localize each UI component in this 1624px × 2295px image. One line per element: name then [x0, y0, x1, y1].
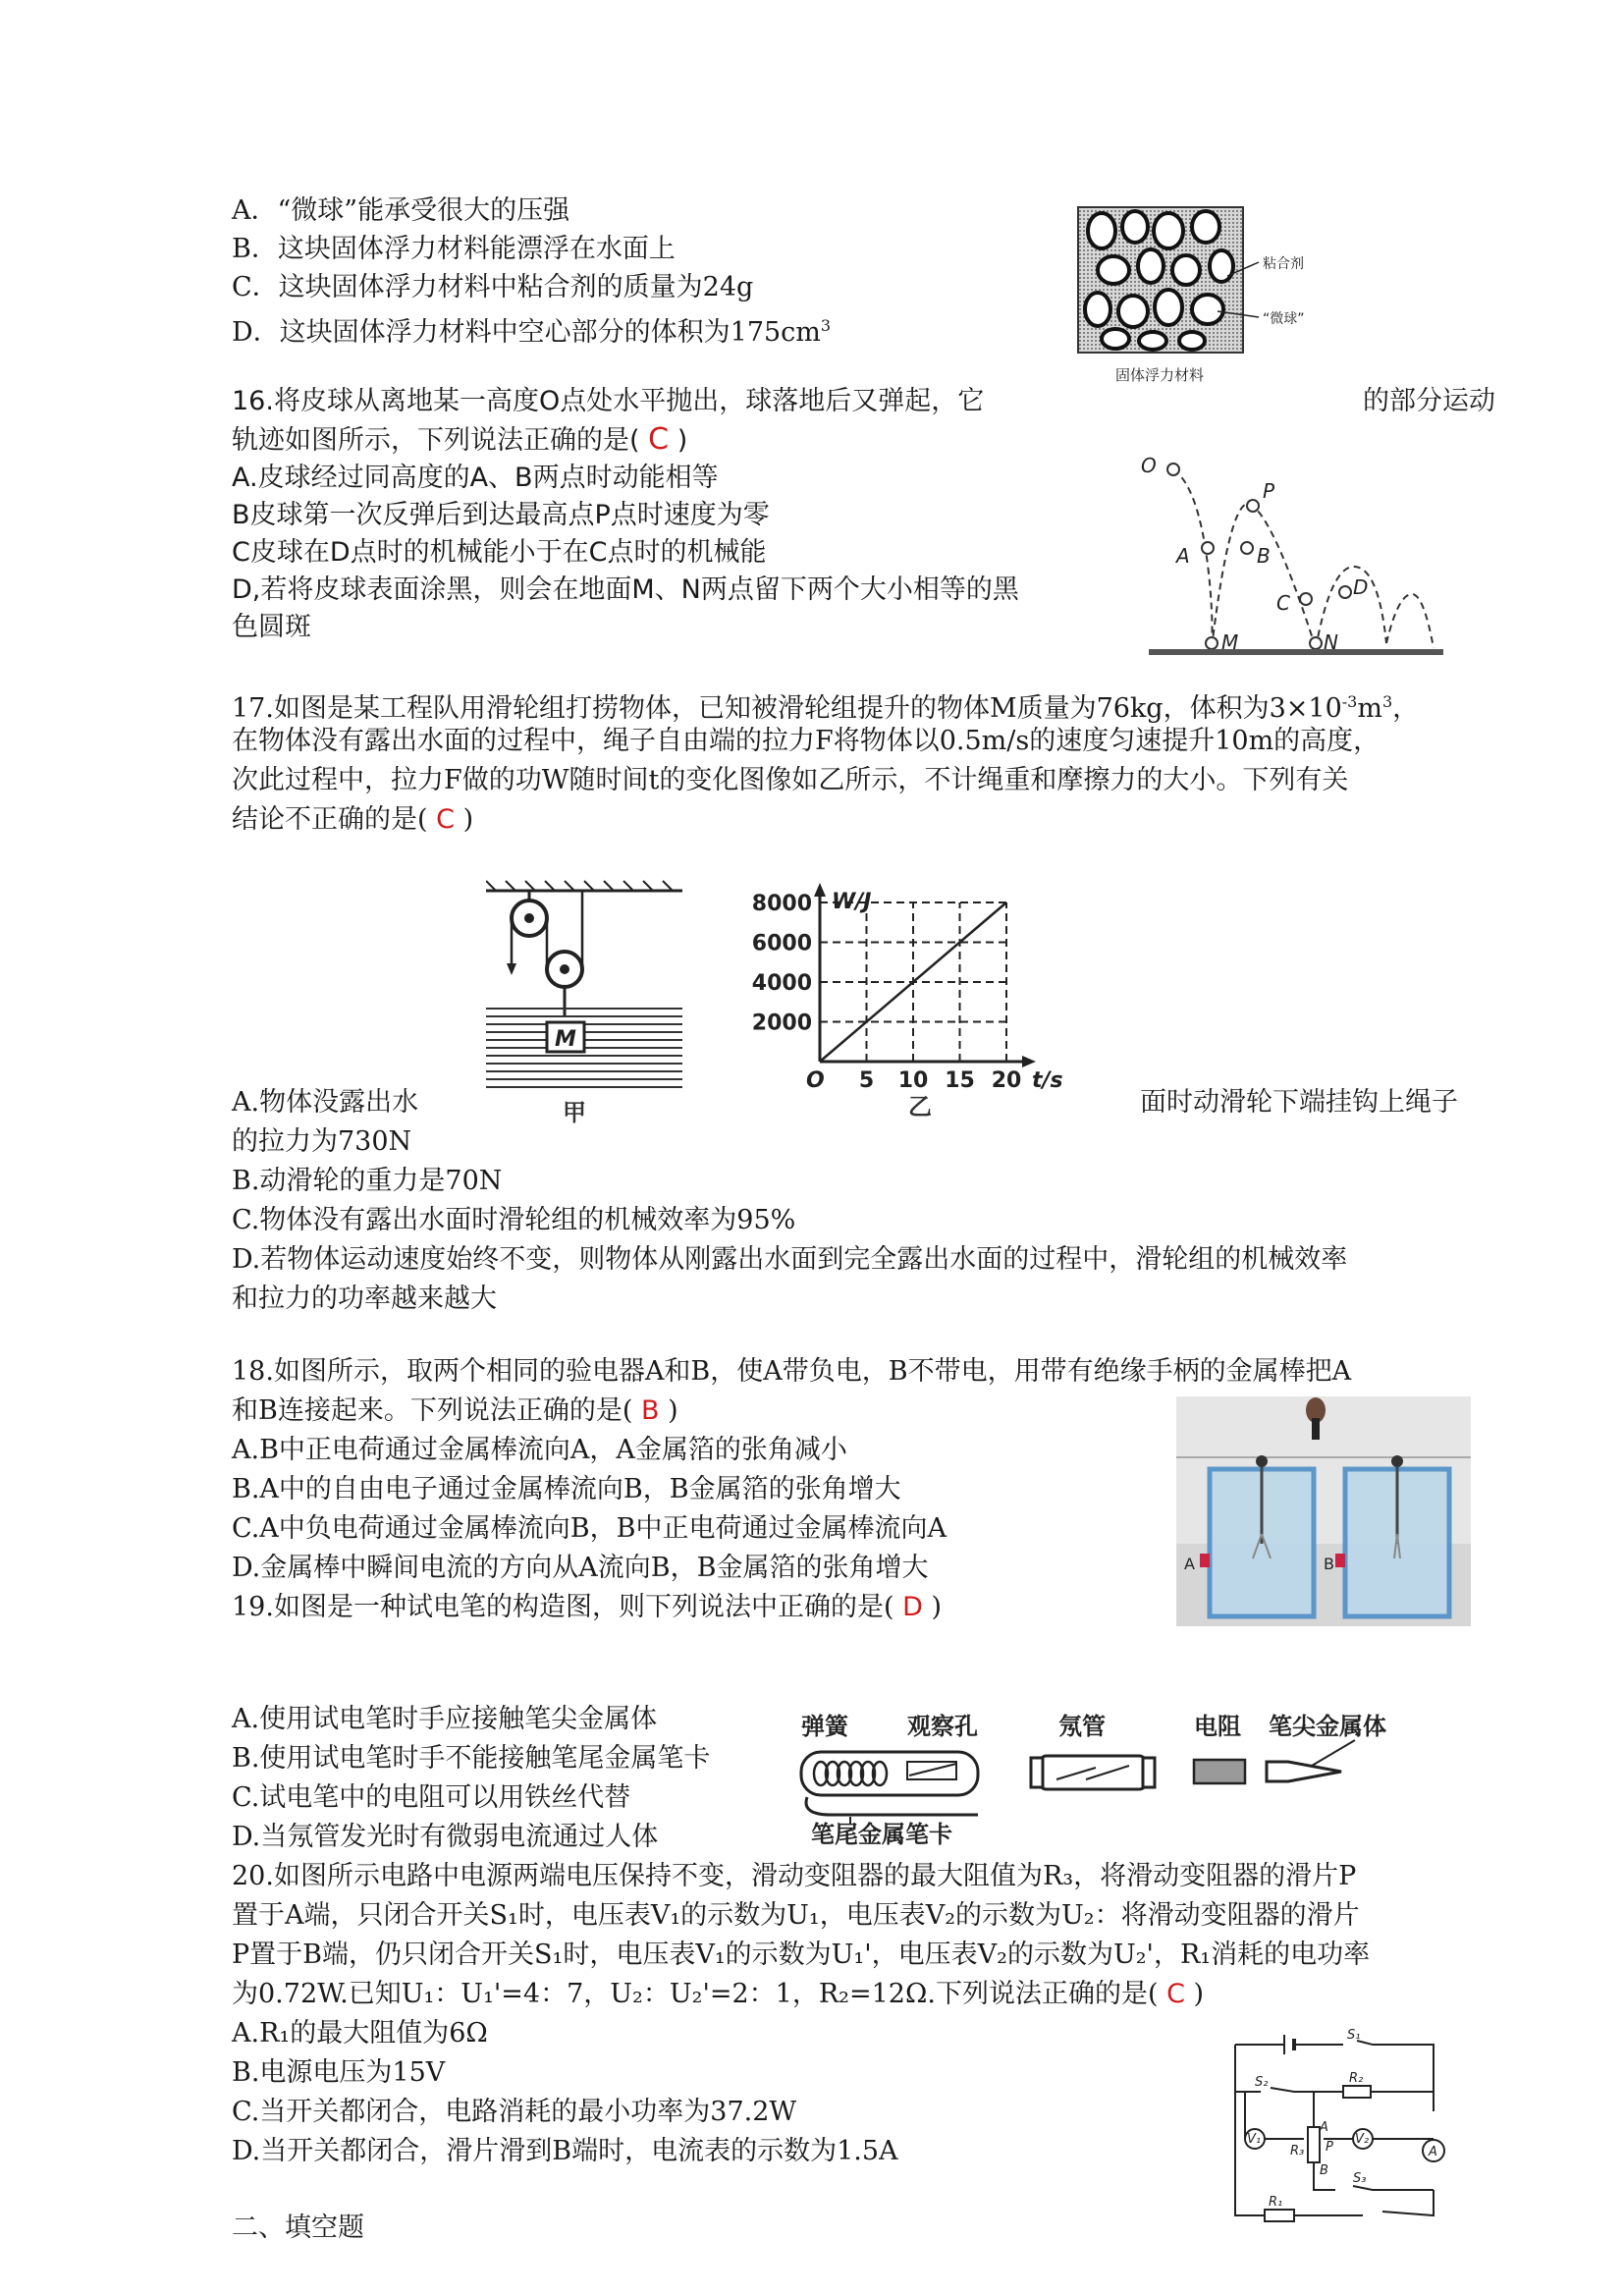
- q20-stem-line2: 置于A端，只闭合开关S₁时，电压表V₁的示数为U₁，电压表V₂的示数为U₂：将滑动变阻器的滑片: [232, 1900, 1360, 1931]
- q17-answer: C: [436, 804, 455, 835]
- q20-circuit-figure: [1225, 2029, 1453, 2225]
- voltmeter-v1-label: V₁: [1247, 2132, 1262, 2147]
- q16-option-c: C皮球在D点时的机械能小于在C点时的机械能: [232, 537, 767, 568]
- rheostat-end-b-label: B: [1320, 2163, 1328, 2178]
- q16-option-d-line2: 色圆斑: [232, 612, 311, 642]
- q17-stem-line2: 在物体没有露出水面的过程中，绳子自由端的拉力F将物体以0.5m/s的速度匀速提升10m的高度，: [232, 726, 1380, 756]
- chart-x-tick-3: 20: [991, 1068, 1022, 1093]
- point-m-label: M: [1221, 630, 1239, 654]
- q20-option-c: C.当开关都闭合，电路消耗的最小功率为37.2W: [232, 2097, 797, 2127]
- q19-option-c: C.试电笔中的电阻可以用铁丝代替: [232, 1782, 631, 1813]
- q17-pulley-figure: [486, 879, 682, 1134]
- switch-s2-label: S₂: [1255, 2075, 1269, 2090]
- q17-work-time-chart: [722, 879, 1085, 1124]
- point-o-label: O: [1141, 454, 1157, 477]
- q18-option-d: D.金属棒中瞬间电流的方向从A流向B，B金属箔的张角增大: [232, 1553, 929, 1583]
- tip-label: 笔尖金属体: [1269, 1713, 1386, 1740]
- q16-stem-line1: 16.将皮球从离地某一高度O点处水平抛出，球落地后又弹起，它 的部分运动: [232, 386, 1495, 416]
- q20-stem-line3: P置于B端，仍只闭合开关S₁时，电压表V₁的示数为U₁'，电压表V₂的示数为U₂'，R₁消耗的电功率: [232, 1940, 1371, 1970]
- chart-y-tick-2: 6000: [751, 931, 812, 956]
- q20-option-d: D.当开关都闭合，滑片滑到B端时，电流表的示数为1.5A: [232, 2136, 898, 2166]
- q16-answer: C: [648, 422, 670, 457]
- q15-option-b: B．这块固体浮力材料能漂浮在水面上: [232, 234, 676, 264]
- chart-x-tick-2: 15: [945, 1068, 975, 1093]
- q18-answer: B: [640, 1395, 660, 1426]
- point-c-label: C: [1276, 591, 1290, 615]
- q18-option-b: B.A中的自由电子通过金属棒流向B，B金属箔的张角增大: [232, 1474, 901, 1504]
- q17-option-a-line1: A.物体没露出水 面时动滑轮下端挂钩上绳子: [232, 1087, 1458, 1118]
- resistor-r1-label: R₁: [1269, 2195, 1283, 2210]
- chart-x-tick-1: 10: [897, 1068, 929, 1093]
- q15-option-a: A．“微球”能承受很大的压强: [232, 195, 570, 226]
- q16-option-b: B皮球第一次反弹后到达最高点P点时速度为零: [232, 500, 770, 530]
- spring-label: 弹簧: [801, 1713, 848, 1740]
- q15-option-c: C．这块固体浮力材料中粘合剂的质量为24g: [232, 272, 754, 302]
- neon-tube-label: 氖管: [1058, 1713, 1106, 1740]
- figure-jia-caption: 甲: [563, 1099, 586, 1126]
- q20-option-a: A.R₁的最大阻值为6Ω: [232, 2018, 488, 2049]
- q16-ball-trajectory-figure: [1129, 447, 1453, 668]
- slider-p-label: P: [1326, 2140, 1333, 2155]
- q20-stem-line1: 20.如图所示电路中电源两端电压保持不变，滑动变阻器的最大阻值为R₃，将滑动变阻器的滑片P: [232, 1861, 1357, 1891]
- switch-s3-label: S₃: [1353, 2171, 1367, 2186]
- voltmeter-v2-label: V₂: [1355, 2132, 1370, 2147]
- q18-option-a: A.B中正电荷通过金属棒流向A，A金属箔的张角减小: [232, 1435, 847, 1465]
- clip-label: 笔尾金属笔卡: [811, 1821, 952, 1848]
- q19-option-a: A.使用试电笔时手应接触笔尖金属体: [232, 1704, 658, 1734]
- electroscope-a-label: A: [1184, 1555, 1195, 1573]
- chart-x-label: t/s: [1032, 1068, 1063, 1093]
- microsphere-label: “微球”: [1263, 311, 1305, 327]
- q15-buoyancy-material-figure: [1070, 201, 1316, 388]
- switch-s1-label: S₁: [1347, 2029, 1361, 2043]
- section-2-heading: 二、填空题: [232, 2213, 364, 2243]
- q20-answer: C: [1166, 1979, 1185, 2009]
- q18-stem-line1: 18.如图所示，取两个相同的验电器A和B，使A带负电，B不带电，用带有绝缘手柄的金属棒把A: [232, 1356, 1352, 1387]
- window-label: 观察孔: [907, 1713, 978, 1740]
- q20-stem-line4: 为0.72W.已知U₁：U₁'=4：7，U₂：U₂'=2：1，R₂=12Ω.下列说法正确的是( C ): [232, 1979, 1205, 2009]
- chart-y-tick-0: 2000: [751, 1011, 812, 1036]
- chart-x-tick-0: 5: [858, 1068, 875, 1093]
- chart-origin-label: O: [806, 1068, 825, 1093]
- point-b-label: B: [1257, 544, 1271, 568]
- q18-electroscope-figure: [1176, 1396, 1471, 1626]
- q17-stem-line1: 17.如图是某工程队用滑轮组打捞物体，已知被滑轮组提升的物体M质量为76kg，体积为$3\times 10^{-3}m^3$，: [232, 692, 1420, 724]
- q19-test-pen-figure: [791, 1707, 1439, 1854]
- q15-option-d: D．这块固体浮力材料中空心部分的体积为$175cm^3$: [232, 316, 832, 348]
- q17-stem-line3: 次此过程中，拉力F做的功W随时间t的变化图像如乙所示，不计绳重和摩擦力的大小。下列有关: [232, 765, 1349, 795]
- resistor-r2-label: R₂: [1349, 2071, 1364, 2086]
- figure-yi-caption: 乙: [908, 1093, 932, 1120]
- object-m-label: M: [555, 1027, 576, 1052]
- chart-y-label: W/J: [832, 890, 872, 914]
- point-d-label: D: [1353, 575, 1369, 599]
- q20-option-b: B.电源电压为15V: [232, 2057, 446, 2088]
- resistor-r3-label: R₃: [1290, 2144, 1305, 2158]
- q16-option-d-line1: D,若将皮球表面涂黑，则会在地面M、N两点留下两个大小相等的黑: [232, 574, 1019, 605]
- chart-y-tick-3: 8000: [751, 892, 812, 916]
- material-caption: 固体浮力材料: [1115, 366, 1205, 384]
- electroscope-b-label: B: [1324, 1555, 1334, 1573]
- q17-stem-line4: 结论不正确的是( C ): [232, 804, 474, 835]
- q17-option-d-line2: 和拉力的功率越来越大: [232, 1284, 497, 1314]
- q17-option-d-line1: D.若物体运动速度始终不变，则物体从刚露出水面到完全露出水面的过程中，滑轮组的机械效率: [232, 1244, 1348, 1275]
- point-a-label: A: [1176, 544, 1190, 568]
- q17-option-a-line2: 的拉力为730N: [232, 1126, 412, 1157]
- q19-stem: 19.如图是一种试电笔的构造图，则下列说法中正确的是( D ): [232, 1592, 943, 1622]
- q19-option-d: D.当氖管发光时有微弱电流通过人体: [232, 1822, 659, 1852]
- point-p-label: P: [1263, 479, 1275, 503]
- chart-y-tick-1: 4000: [751, 971, 812, 996]
- q19-answer: D: [902, 1592, 923, 1622]
- q18-stem-line2: 和B连接起来。下列说法正确的是( B ): [232, 1395, 678, 1426]
- point-n-label: N: [1324, 630, 1338, 654]
- q16-option-a: A.皮球经过同高度的A、B两点时动能相等: [232, 463, 719, 493]
- q17-option-c: C.物体没有露出水面时滑轮组的机械效率为95%: [232, 1205, 796, 1235]
- rheostat-end-a-label: A: [1320, 2120, 1328, 2135]
- q16-stem-line2: 轨迹如图所示，下列说法正确的是( C ): [232, 422, 688, 457]
- q18-option-c: C.A中负电荷通过金属棒流向B，B中正电荷通过金属棒流向A: [232, 1513, 947, 1544]
- resistor-label: 电阻: [1194, 1713, 1241, 1740]
- q17-option-b: B.动滑轮的重力是70N: [232, 1166, 503, 1196]
- q19-option-b: B.使用试电笔时手不能接触笔尾金属笔卡: [232, 1743, 711, 1774]
- binder-label: 粘合剂: [1263, 256, 1304, 272]
- ammeter-label: A: [1429, 2145, 1437, 2159]
